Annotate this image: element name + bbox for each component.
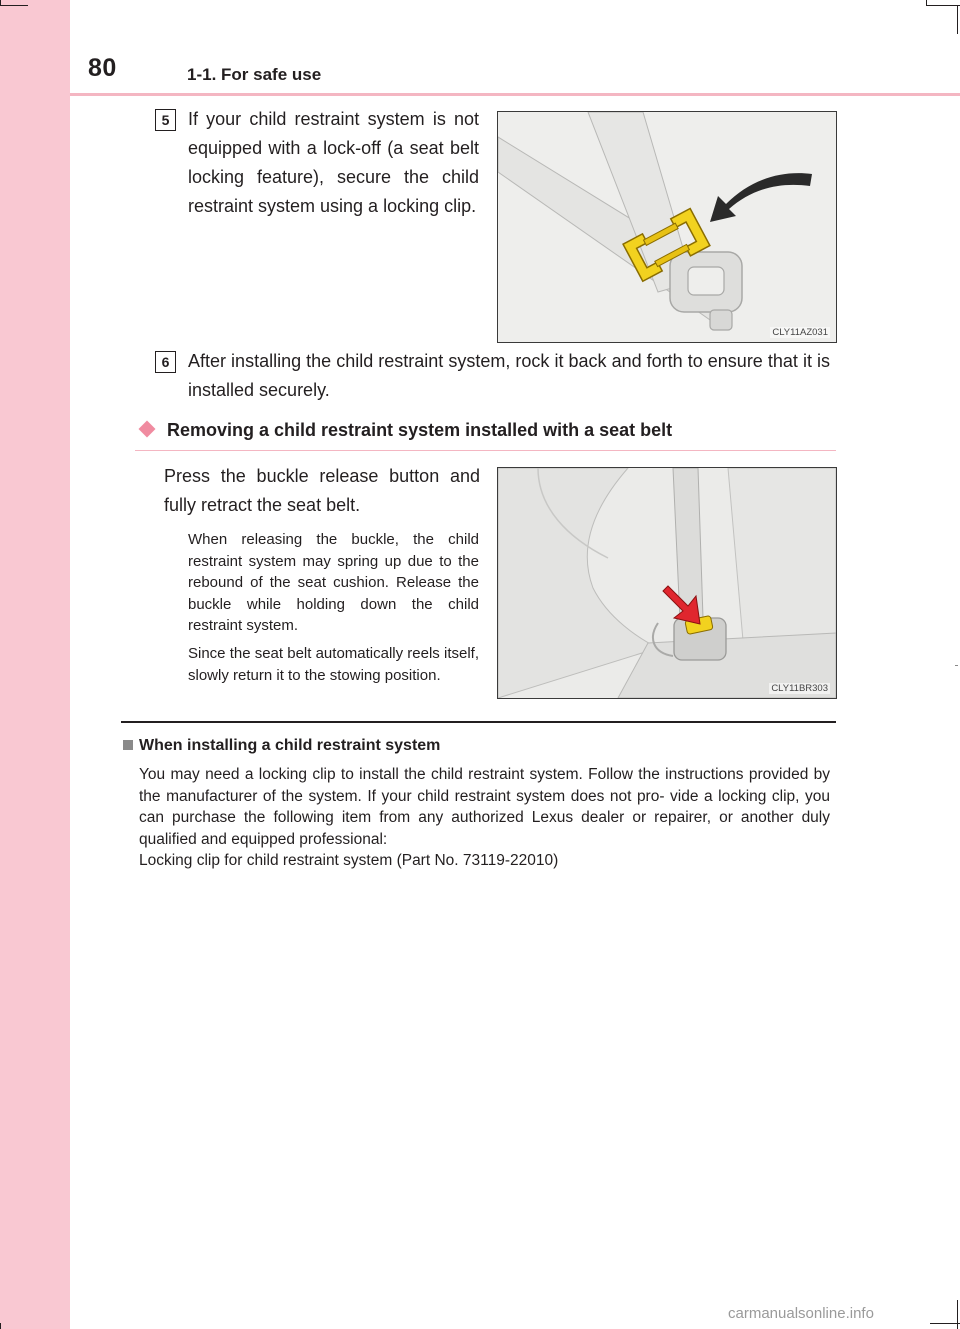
step-5-text: If your child restraint system is not equipped with a lock-off (a seat belt locking feature), secure the child restraint system using a locking clip. <box>188 109 479 216</box>
step-number-badge: 5 <box>155 109 176 131</box>
crop-mark <box>957 6 958 34</box>
note-separator <box>121 721 836 723</box>
buckle-release-figure <box>497 467 837 699</box>
note-heading <box>123 737 440 755</box>
crop-mark <box>926 5 960 6</box>
note-body <box>139 764 830 872</box>
locking-clip-figure <box>497 111 837 343</box>
section-title: 1-1. For safe use <box>187 65 322 84</box>
note-paragraph: Locking clip for child restraint system (Part No. 73119-22010) <box>139 852 559 869</box>
diamond-bullet-icon <box>139 421 156 438</box>
figure-code: CLY11AZ031 <box>772 327 828 338</box>
crop-mark <box>930 1323 960 1324</box>
step-6-text: After installing the child restraint system, rock it back and forth to ensure that it is installed securely. <box>188 351 830 400</box>
removal-instruction: Press the buckle release button and fully retract the seat belt. <box>164 466 480 515</box>
square-bullet-icon <box>123 740 133 750</box>
crop-mark <box>0 5 28 6</box>
removal-note: Since the seat belt automatically reels itself, slowly return it to the stowing position. <box>188 645 479 684</box>
removal-note: When releasing the buckle, the child restraint system may spring up due to the rebound of the seat cushion. Release the buckle while holding down the child restraint system. <box>188 531 479 634</box>
sidebar-tab-strip <box>0 0 70 1329</box>
crop-mark <box>0 1323 1 1329</box>
note-paragraph: You may need a locking clip to install the child restraint system. Follow the instructions provided by the manufacturer of the system. If your child restraint system does not pro- vide a locking clip, you can purchase the following item from any authorized Lexus dealer or repairer, or another duly qualified and equipped professional: <box>139 766 830 848</box>
subsection-heading-text: Removing a child restraint system installed with a seat belt <box>167 420 673 440</box>
header-rule <box>70 93 960 96</box>
subsection-heading <box>135 420 672 441</box>
locking-clip-illustration <box>498 112 836 342</box>
crop-mark <box>957 1300 958 1329</box>
note-heading-text: When installing a child restraint system <box>139 737 441 754</box>
figure-code: CLY11BR303 <box>771 683 828 694</box>
step-number-badge: 6 <box>155 351 176 373</box>
margin-mark <box>955 665 958 666</box>
watermark-text: carmanualsonline.info <box>728 1305 874 1322</box>
page-number: 80 <box>88 54 117 82</box>
buckle-release-illustration <box>498 468 836 698</box>
subsection-rule <box>135 450 836 451</box>
